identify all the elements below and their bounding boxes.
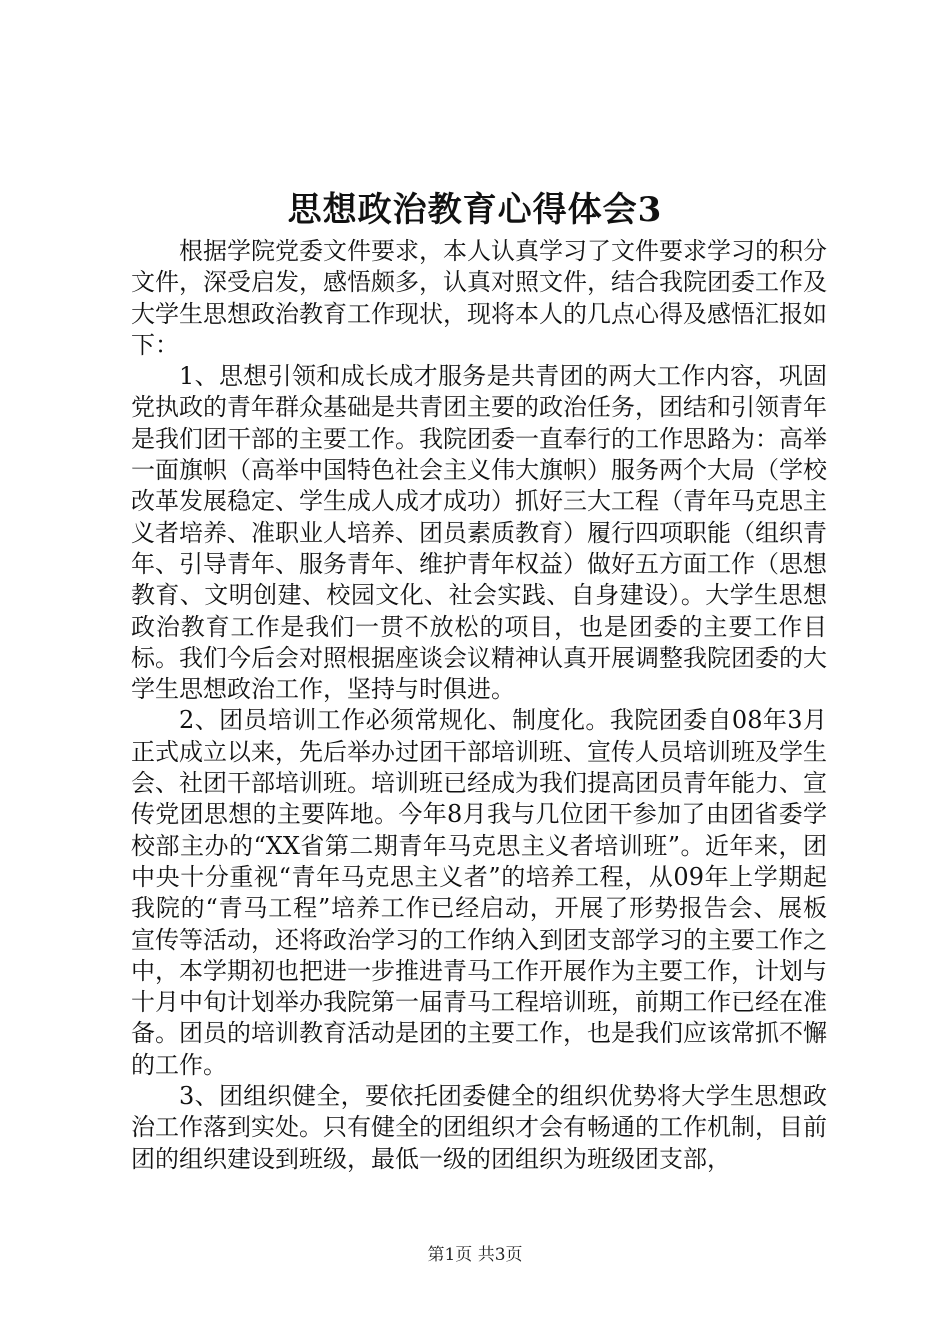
page-footer: 第1页 共3页: [427, 1245, 523, 1265]
document-title: 思想政治教育心得体会3: [287, 190, 663, 230]
paragraph-point-3: 3、团组织健全，要依托团委健全的组织优势将大学生思想政治工作落到实处。只有健全的团组织才会有畅通的工作机制，目前团的组织建设到班级，最低一级的团组织为班级团支部，: [131, 1082, 827, 1173]
paragraph-point-1: 1、思想引领和成长成才服务是共青团的两大工作内容，巩固党执政的青年群众基础是共青团主要的政治任务，团结和引领青年是我们团干部的主要工作。我院团委一直奉行的工作思路为：高举一面旗帜（高举中国特色社会主义伟大旗帜）服务两个大局（学校改革发展稳定、学生成人成才成功）抓好三大工程（青年马克思主义者培养、准职业人培养、团员素质教育）履行四项职能（组织青年、引导青年、服务青年、维护青年权益）做好五方面工作（思想教育、文明创建、校园文化、社会实践、自身建设）。大学生思想政治教育工作是我们一贯不放松的项目，也是团委的主要工作目标。我们今后会对照根据座谈会议精神认真开展调整我院团委的大学生思想政治工作，坚持与时俱进。: [131, 362, 827, 704]
paragraph-point-2: 2、团员培训工作必须常规化、制度化。我院团委自08年3月正式成立以来，先后举办过团干部培训班、宣传人员培训班及学生会、社团干部培训班。培训班已经成为我们提高团员青年能力、宣传党团思想的主要阵地。今年8月我与几位团干参加了由团省委学校部主办的“XX省第二期青年马克思主义者培训班”。近年来，团中央十分重视“青年马克思主义者”的培养工程，从09年上学期起我院的“青马工程”培养工作已经启动，开展了形势报告会、展板宣传等活动，还将政治学习的工作纳入到团支部学习的主要工作之中，本学期初也把进一步推进青马工作开展作为主要工作，计划与十月中旬计划举办我院第一届青马工程培训班，前期工作已经在准备。团员的培训教育活动是团的主要工作，也是我们应该常抓不懈的工作。: [131, 706, 827, 1079]
paragraph-intro: 根据学院党委文件要求，本人认真学习了文件要求学习的积分文件，深受启发，感悟颇多，认真对照文件，结合我院团委工作及大学生思想政治教育工作现状，现将本人的几点心得及感悟汇报如下：: [131, 237, 827, 359]
document-body: [131, 236, 827, 1175]
